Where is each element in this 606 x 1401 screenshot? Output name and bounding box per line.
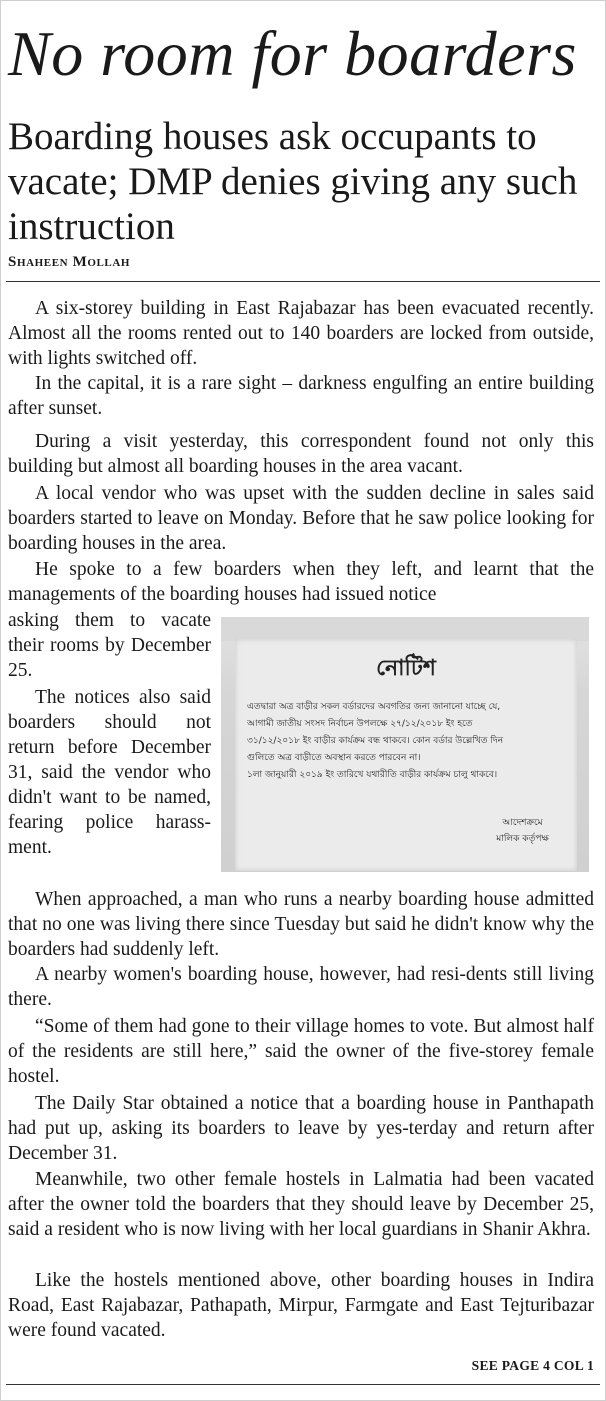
paragraph: In the capital, it is a rare sight – darkness engulfing an entire building after sunset. <box>8 373 594 419</box>
paragraph: The Daily Star obtained a notice that a boarding house in Panthapath had put up, asking its boarders to leave by yes-terday and return after December 31. <box>8 1093 594 1164</box>
paragraph: asking them to vacate their rooms by December 25. <box>8 610 211 681</box>
paragraph: “Some of them had gone to their village homes to vote. But almost half of the residents are still here,” said the owner of the five-storey female hostel. <box>8 1016 594 1087</box>
notice-line: ৩১/১২/২০১৮ ইং বাড়ীর কার্যক্রম বন্ধ থাকবে। কোন বর্ডার উল্লেখিত দিন <box>247 736 504 746</box>
byline-rule <box>6 281 600 282</box>
byline: Shaheen Mollah <box>8 254 131 270</box>
paragraph: Like the hostels mentioned above, other boarding houses in Indira Road, East Rajabazar, Pathapath, Mirpur, Farmgate and East Tejturibazar were found vacated. <box>8 1270 594 1341</box>
paragraph: When approached, a man who runs a nearby boarding house admitted that no one was living there since Tuesday but said he didn't know why the boarders had suddenly left. <box>8 889 594 960</box>
notice-signature-line: আদেশক্রমে <box>502 818 543 828</box>
notice-line: আগামী জাতীয় সংসদ নির্বাচন উপলক্ষে ২৭/১২/২০১৮ ইং হতে <box>247 719 473 729</box>
notice-body <box>247 699 567 784</box>
paragraph: He spoke to a few boarders when they left, and learnt that the managements of the boarding houses had issued notice <box>8 559 594 605</box>
paragraph: A six-storey building in East Rajabazar has been evacuated recently. Almost all the rooms rented out to 140 boarders are locked from outside, with lights switched off. <box>8 298 594 369</box>
notice-sheet <box>235 639 577 871</box>
notice-line: এতদ্বারা অত্র বাড়ীর সকল বর্ডারদের অবগতির জন্য জানানো যাচ্ছে যে, <box>247 702 501 712</box>
continuation-note: SEE PAGE 4 COL 1 <box>471 1358 594 1373</box>
notice-photo <box>221 617 589 872</box>
paragraph: A nearby women's boarding house, however, had resi-dents still living there. <box>8 964 594 1010</box>
paragraph: Meanwhile, two other female hostels in Lalmatia had been vacated after the owner told the boarders that they should leave by December 25, said a resident who is now living with her local guardians in Shanir Akhra. <box>8 1169 594 1240</box>
photo-background <box>221 617 589 641</box>
paragraph: The notices also said boarders should not return before December 31, said the vendor who didn't want to be named, fearing police harass-ment. <box>8 687 211 858</box>
paragraph: A local vendor who was upset with the sudden decline in sales said boarders started to leave on Monday. Before that he saw police looking for boarding houses in the area. <box>8 483 594 554</box>
headline: No room for boarders <box>8 18 577 89</box>
bottom-rule <box>6 1384 600 1385</box>
notice-signature-line: মালিক কর্তৃপক্ষ <box>496 834 549 844</box>
notice-title: নোটিশ <box>376 656 436 681</box>
notice-line: ১লা জানুয়ারী ২০১৯ ইং তারিখে যথারীতি বাড়ীর কার্যক্রম চালু থাকবে। <box>247 770 498 780</box>
subheadline: Boarding houses ask occupants to vacate; DMP denies giving any such instruction <box>8 115 578 248</box>
notice-line: গুলিতে অত্র বাড়ীতে অবস্থান করতে পারবেন না। <box>247 753 421 763</box>
paragraph: During a visit yesterday, this correspondent found not only this building but almost all boarding houses in the area vacant. <box>8 431 594 477</box>
notice-signature <box>475 815 570 847</box>
